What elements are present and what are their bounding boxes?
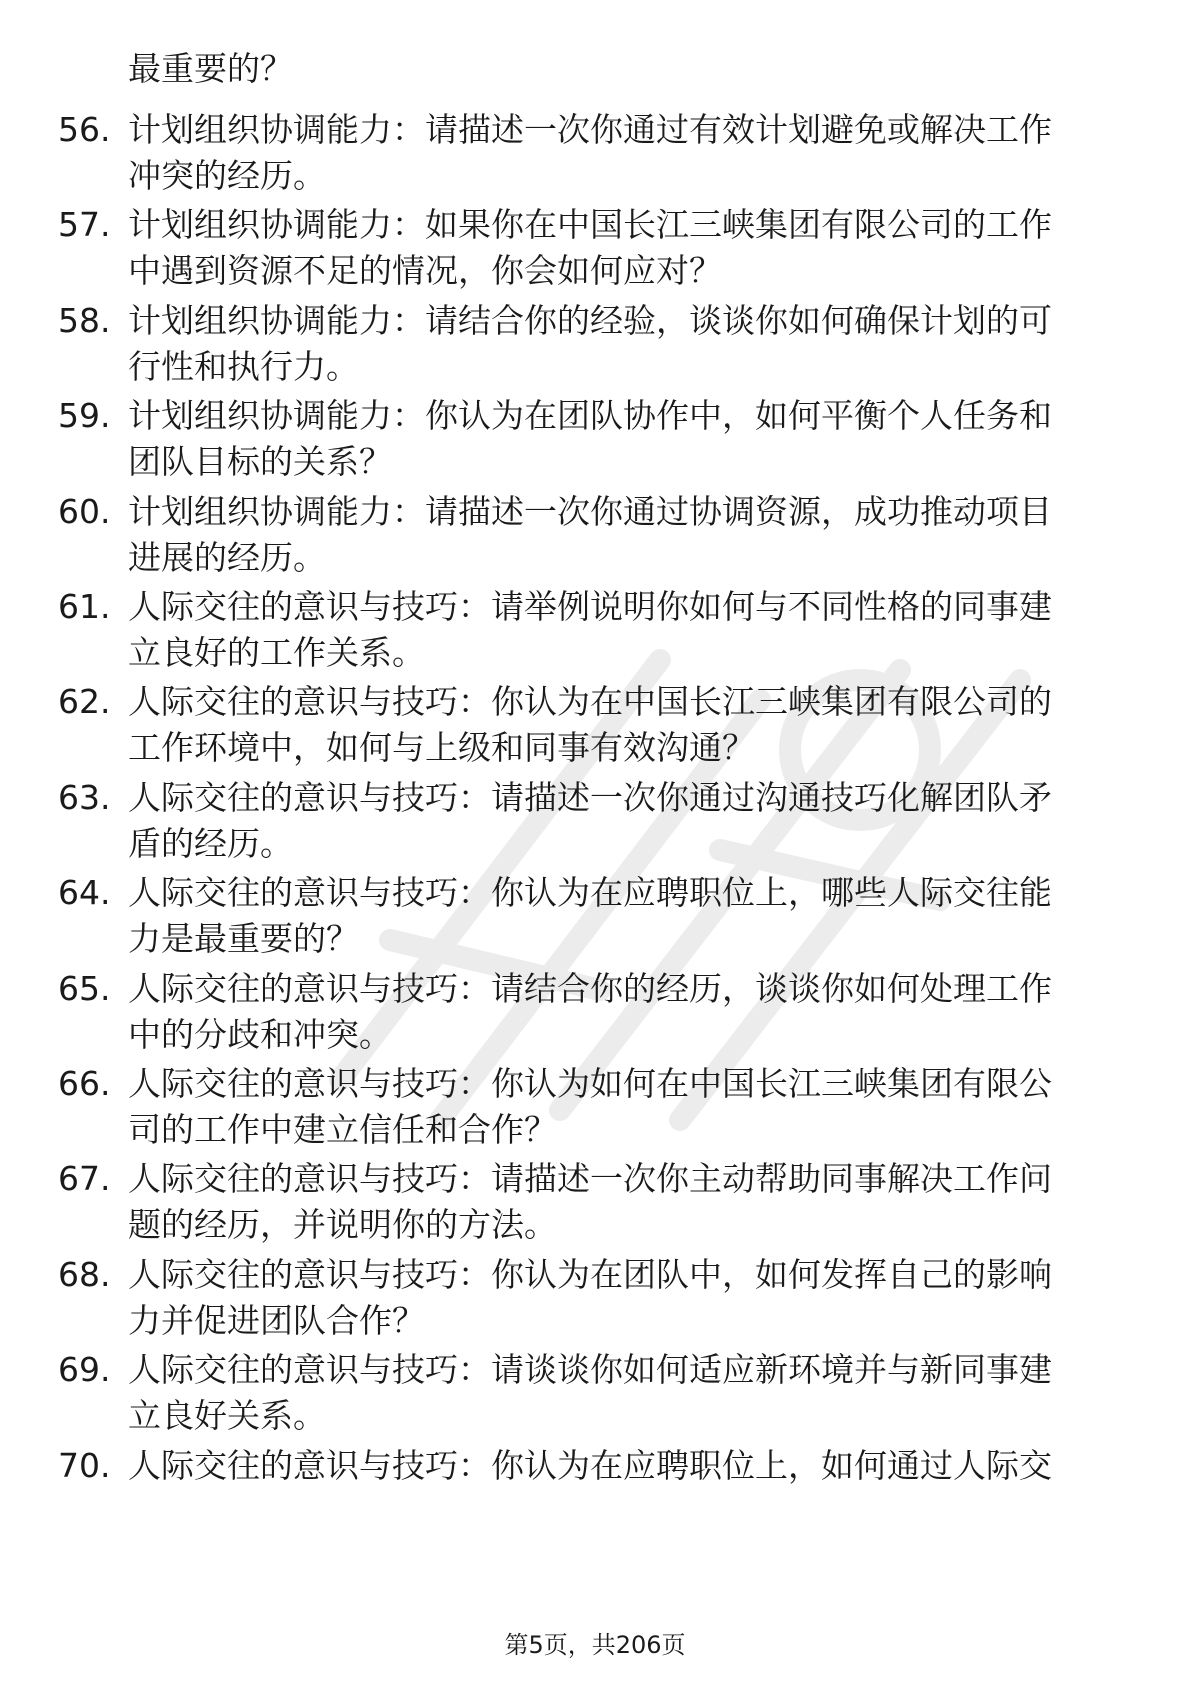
question-text-line-2: 盾的经历。 — [128, 824, 293, 863]
page-footer: 第5页，共206页 — [504, 1631, 686, 1659]
question-number: 62. — [58, 682, 111, 721]
question-text-line-1: 人际交往的意识与技巧：请举例说明你如何与不同性格的同事建 — [128, 587, 1052, 626]
question-text-line-2: 立良好的工作关系。 — [128, 633, 425, 672]
question-number: 70. — [58, 1446, 111, 1485]
question-number: 60. — [58, 492, 111, 531]
question-continuation: 最重要的？ — [128, 49, 293, 88]
question-text-line-2: 立良好关系。 — [128, 1396, 326, 1435]
question-text-line-1: 计划组织协调能力：请描述一次你通过有效计划避免或解决工作 — [128, 110, 1052, 149]
question-text-line-2: 司的工作中建立信任和合作？ — [128, 1110, 557, 1149]
question-number: 64. — [58, 873, 111, 912]
question-text-line-2: 进展的经历。 — [128, 538, 326, 577]
question-text-line-2: 冲突的经历。 — [128, 156, 326, 195]
question-number: 58. — [58, 301, 111, 340]
question-text-line-2: 中遇到资源不足的情况，你会如何应对？ — [128, 251, 722, 290]
question-text-line-2: 题的经历，并说明你的方法。 — [128, 1205, 557, 1244]
question-number: 69. — [58, 1350, 111, 1389]
question-text-line-1: 计划组织协调能力：请结合你的经验，谈谈你如何确保计划的可 — [128, 301, 1052, 340]
question-text-line-1: 人际交往的意识与技巧：你认为如何在中国长江三峡集团有限公 — [128, 1064, 1052, 1103]
question-text-line-2: 中的分歧和冲突。 — [128, 1015, 392, 1054]
question-number: 63. — [58, 778, 111, 817]
question-text-line-1: 人际交往的意识与技巧：请描述一次你主动帮助同事解决工作问 — [128, 1159, 1052, 1198]
question-number: 57. — [58, 205, 111, 244]
question-text-line-1: 人际交往的意识与技巧：请谈谈你如何适应新环境并与新同事建 — [128, 1350, 1052, 1389]
question-text-line-1: 人际交往的意识与技巧：你认为在团队中，如何发挥自己的影响 — [128, 1255, 1052, 1294]
question-number: 65. — [58, 969, 111, 1008]
question-number: 68. — [58, 1255, 111, 1294]
question-number: 59. — [58, 396, 111, 435]
question-text-line-2: 行性和执行力。 — [128, 347, 359, 386]
question-text-line-2: 力并促进团队合作？ — [128, 1301, 425, 1340]
question-text-line-1: 计划组织协调能力：你认为在团队协作中，如何平衡个人任务和 — [128, 396, 1052, 435]
question-text-line-1: 人际交往的意识与技巧：请描述一次你通过沟通技巧化解团队矛 — [128, 778, 1052, 817]
question-number: 66. — [58, 1064, 111, 1103]
question-text-line-1: 人际交往的意识与技巧：你认为在中国长江三峡集团有限公司的 — [128, 682, 1052, 721]
question-text-line-2: 力是最重要的？ — [128, 919, 359, 958]
question-number: 67. — [58, 1159, 111, 1198]
question-text-line-1: 计划组织协调能力：如果你在中国长江三峡集团有限公司的工作 — [128, 205, 1052, 244]
question-text-line-1: 人际交往的意识与技巧：请结合你的经历，谈谈你如何处理工作 — [128, 969, 1052, 1008]
question-text-line-1: 人际交往的意识与技巧：你认为在应聘职位上，如何通过人际交 — [128, 1446, 1052, 1485]
question-text-line-1: 人际交往的意识与技巧：你认为在应聘职位上，哪些人际交往能 — [128, 873, 1052, 912]
question-text-line-2: 团队目标的关系？ — [128, 442, 392, 481]
question-text-line-1: 计划组织协调能力：请描述一次你通过协调资源，成功推动项目 — [128, 492, 1052, 531]
question-number: 61. — [58, 587, 111, 626]
question-text-line-2: 工作环境中，如何与上级和同事有效沟通？ — [128, 728, 755, 767]
question-number: 56. — [58, 110, 111, 149]
